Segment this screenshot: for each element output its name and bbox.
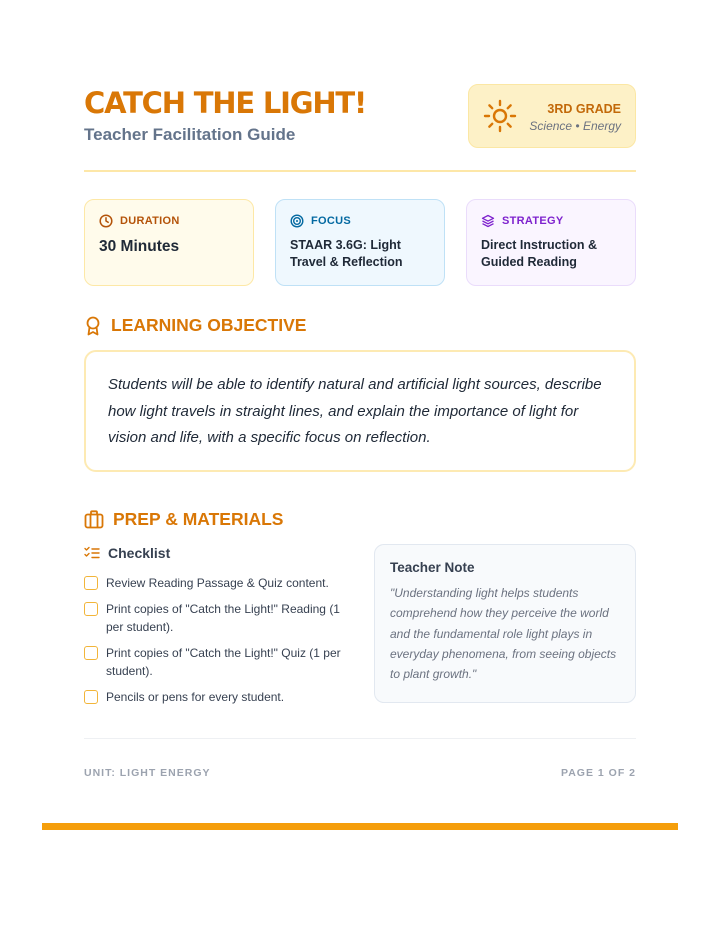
layers-icon — [481, 214, 495, 228]
page-number: PAGE 1 OF 2 — [561, 767, 636, 779]
checklist — [84, 574, 346, 714]
checkbox[interactable] — [84, 690, 98, 704]
checkbox[interactable] — [84, 646, 98, 660]
focus-card — [275, 199, 445, 286]
accent-bar — [42, 823, 678, 830]
teacher-note-text: "Understanding light helps students comprehend how they perceive the world and the fundamental role light plays in everyday phenomena, from seeing objects to plant growth." — [390, 586, 617, 682]
checklist-item-text: Pencils or pens for every student. — [106, 690, 285, 704]
strategy-label: STRATEGY — [502, 215, 564, 227]
footer-divider — [84, 738, 636, 739]
checklist-item-text: Review Reading Passage & Quiz content. — [106, 576, 329, 590]
target-icon — [290, 214, 304, 228]
unit-label: UNIT: LIGHT ENERGY — [84, 767, 211, 779]
teacher-note-title: Teacher Note — [390, 560, 475, 575]
objective-box — [84, 350, 636, 472]
grade-badge — [468, 84, 636, 148]
header — [84, 84, 636, 150]
objective-heading — [84, 315, 306, 336]
objective-heading-text: LEARNING OBJECTIVE — [111, 315, 307, 335]
subject-label: Science • Energy — [529, 119, 621, 133]
checkbox[interactable] — [84, 576, 98, 590]
duration-card — [84, 199, 254, 286]
briefcase-icon — [84, 510, 104, 529]
teacher-note — [374, 544, 636, 703]
checklist-item — [84, 688, 346, 706]
sun-icon — [483, 99, 517, 133]
focus-label: FOCUS — [311, 215, 351, 227]
checklist-item — [84, 600, 346, 636]
award-icon — [84, 316, 102, 336]
checkbox[interactable] — [84, 602, 98, 616]
checklist-item-text: Print copies of "Catch the Light!" Reading (1 per student). — [106, 602, 340, 634]
focus-value: STAAR 3.6G: Light Travel & Reflection — [290, 238, 403, 269]
duration-value: 30 Minutes — [99, 238, 180, 255]
strategy-card — [466, 199, 636, 286]
checklist-item-text: Print copies of "Catch the Light!" Quiz (1 per student). — [106, 646, 341, 678]
objective-text: Students will be able to identify natural and artificial light sources, describe how light travels in straight lines, and explain the importance of light for vision and life, with a specific focus on reflection. — [108, 376, 602, 446]
checklist-item — [84, 644, 346, 680]
strategy-value: Direct Instruction & Guided Reading — [481, 238, 597, 269]
header-divider — [84, 170, 636, 172]
prep-heading — [84, 509, 283, 530]
checklist-title — [84, 545, 170, 561]
prep-heading-text: PREP & MATERIALS — [113, 509, 284, 529]
page-subtitle: Teacher Facilitation Guide — [84, 125, 296, 144]
duration-label: DURATION — [120, 215, 180, 227]
checklist-title-text: Checklist — [108, 545, 171, 561]
page-title: CATCH THE LIGHT! — [84, 86, 367, 120]
clock-icon — [99, 214, 113, 228]
checklist-item — [84, 574, 346, 592]
grade-label: 3RD GRADE — [547, 102, 621, 116]
list-checks-icon — [84, 546, 100, 560]
